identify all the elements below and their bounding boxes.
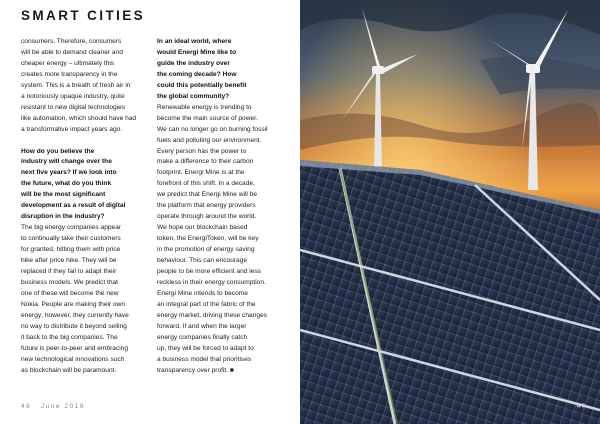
body-line: one of these will become the new xyxy=(21,289,119,297)
body-line: future is peer-to-peer and embracing xyxy=(21,344,129,352)
body-line: Renewable energy is trending to xyxy=(157,103,252,111)
question-line: guide the industry over xyxy=(157,59,230,67)
body-line: resistant to new digital technologies xyxy=(21,103,126,111)
body-line: in the promotion of energy saving xyxy=(157,246,255,254)
body-line: for granted, hitting them with price xyxy=(21,246,121,254)
body-line: We hope our blockchain based xyxy=(157,224,248,232)
article-column-2 xyxy=(157,37,294,377)
body-line: no way to distribute it beyond selling xyxy=(21,322,127,330)
body-line: operate through around the world. xyxy=(157,213,257,221)
body-line: Energi Mine intends to become xyxy=(157,289,248,297)
body-line: an integral part of the fabric of the xyxy=(157,300,256,308)
body-line: system. This is a breath of fresh air in xyxy=(21,81,131,89)
body-line: replaced if they fail to adapt their xyxy=(21,268,117,275)
body-line: transparency over profit. ■ xyxy=(157,366,234,374)
body-line: a notoriously opaque industry, quite xyxy=(21,92,125,100)
page-number-left: 46 xyxy=(21,403,32,410)
article-column-1 xyxy=(21,37,151,377)
body-line: it back to the big companies. The xyxy=(21,333,118,341)
body-line: a business model that prioritises xyxy=(157,355,252,363)
question-line: disruption in the industry? xyxy=(21,213,105,221)
question-line: would Energi Mine like to xyxy=(157,48,237,56)
body-line: token, the EnergiToken, will be key xyxy=(157,235,259,243)
question-line: will be the most significant xyxy=(21,191,106,199)
body-line: become the main source of power. xyxy=(157,114,258,122)
body-line: people to be more efficient and less xyxy=(157,268,261,276)
body-line: hike after price hike. They will be xyxy=(21,257,117,265)
body-line: will be able to demand cleaner and xyxy=(21,48,123,56)
question-line: next five years? If we look into xyxy=(21,169,117,177)
footer-folio xyxy=(21,403,85,410)
section-title: SMART CITIES xyxy=(21,8,146,23)
body-line: new technological innovations such xyxy=(21,355,125,363)
body-line: to continually take their customers xyxy=(21,235,121,243)
body-line: forward. If and when the larger xyxy=(157,322,247,330)
wind-turbines-solar-panels-photo xyxy=(300,0,600,424)
body-line: The big energy companies appear xyxy=(21,224,122,232)
question-line: could this potentially benefit xyxy=(157,81,247,89)
body-line: creates more transparency in the xyxy=(21,70,118,78)
body-line: Nokia. People are making their own xyxy=(21,300,126,308)
body-line: energy market, driving these changes xyxy=(157,311,267,319)
question-line: industry will change over the xyxy=(21,158,112,166)
right-page xyxy=(300,0,600,424)
question-line: the future, what do you think xyxy=(21,180,112,188)
question-line: In an ideal world, where xyxy=(157,38,232,45)
body-line: footprint. Energi Mine is at the xyxy=(157,169,245,177)
body-line: business models. We predict that xyxy=(21,278,119,286)
body-line: behaviour. This can encourage xyxy=(157,257,248,265)
page-number-right: 47 xyxy=(576,403,586,410)
body-line: We can no longer go on burning fossil xyxy=(157,125,268,133)
body-line: as blockchain will be paramount. xyxy=(21,366,117,374)
body-line: the platform that energy providers xyxy=(157,202,256,210)
paragraph-gap xyxy=(21,136,151,147)
body-line: forefront of this shift. In a decade, xyxy=(157,180,255,188)
body-line: we predict that Energi Mine will be xyxy=(157,191,258,199)
body-line: up, they will be forced to adapt to xyxy=(157,344,254,352)
question-line: the coming decade? How xyxy=(157,70,237,78)
body-line: a transformative impact years ago. xyxy=(21,125,123,133)
question-line: development as a result of digital xyxy=(21,202,126,210)
body-line: fuels and polluting our environment. xyxy=(157,136,262,144)
body-line: consumers. Therefore, consumers xyxy=(21,38,122,45)
question-line: How do you believe the xyxy=(21,147,95,155)
body-line: make a difference to their carbon xyxy=(157,158,254,166)
body-line: cheaper energy – ultimately this xyxy=(21,59,115,67)
body-line: like automation, which should have had xyxy=(21,114,137,122)
question-line: the global community? xyxy=(157,92,230,100)
body-line: energy; however, they currently have xyxy=(21,311,129,319)
body-line: reckless in their energy consumption. xyxy=(157,278,266,286)
solar-panel-array xyxy=(300,160,600,424)
issue-date: June 2018 xyxy=(40,403,85,410)
body-line: Every person has the power to xyxy=(157,147,247,155)
body-line: energy companies finally catch xyxy=(157,333,248,341)
